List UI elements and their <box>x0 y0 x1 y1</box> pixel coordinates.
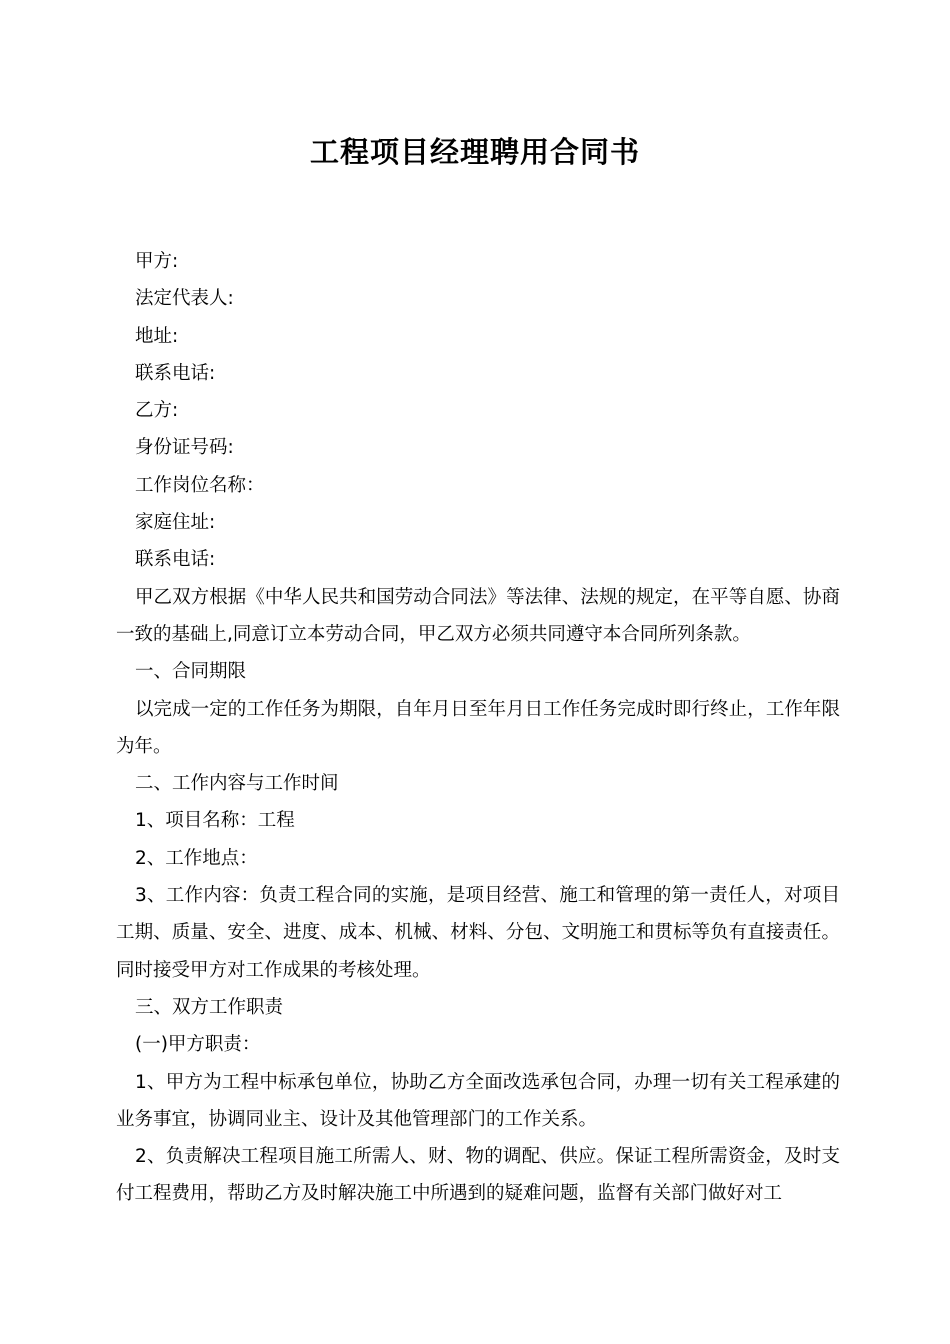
work-content-item: 3、工作内容：负责工程合同的实施，是项目经营、施工和管理的第一责任人，对项目工期、质量、安全、进度、成本、机械、材料、分包、文明施工和贯标等负有直接责任。同时接受甲方对工作成果的考核处理。 <box>116 885 840 981</box>
party-b-phone-label: 联系电话: <box>135 549 216 571</box>
party-a-label: 甲方: <box>135 251 179 272</box>
section-heading-term: 一、合同期限 <box>135 661 247 683</box>
section-heading-work: 二、工作内容与工作时间 <box>135 773 339 795</box>
work-location-item: 2、工作地点： <box>135 847 258 869</box>
address-label: 地址: <box>135 325 179 347</box>
party-a-duty-1: 1、甲方为工程中标承包单位，协助乙方全面改选承包合同，办理一切有关工程承建的业务事宜，协调同业主、设计及其他管理部门的工作关系。 <box>116 1071 840 1130</box>
section-heading-duties: 三、双方工作职责 <box>135 996 284 1018</box>
document-body <box>116 243 840 1213</box>
party-a-duties-heading: (一)甲方职责： <box>135 1034 261 1056</box>
project-name-item: 1、项目名称：工程 <box>135 810 295 832</box>
home-address-label: 家庭住址: <box>135 512 216 534</box>
legal-representative-label: 法定代表人: <box>135 288 234 310</box>
document-title: 工程项目经理聘用合同书 <box>309 135 640 169</box>
id-number-label: 身份证号码: <box>135 437 234 459</box>
term-paragraph: 以完成一定的工作任务为期限，自年月日至年月日工作任务完成时即行终止，工作年限为年。 <box>116 698 840 757</box>
party-a-duty-2: 2、负责解决工程项目施工所需人、财、物的调配、供应。保证工程所需资金，及时支付工程费用，帮助乙方及时解决施工中所遇到的疑难问题，监督有关部门做好对工 <box>116 1146 840 1205</box>
party-b-label: 乙方: <box>135 400 179 422</box>
preamble-paragraph: 甲乙双方根据《中华人民共和国劳动合同法》等法律、法规的规定，在平等自愿、协商一致的基础上,同意订立本劳动合同，甲乙双方必须共同遵守本合同所列条款。 <box>116 586 840 645</box>
party-a-phone-label: 联系电话: <box>135 362 216 384</box>
job-title-label: 工作岗位名称： <box>135 474 265 496</box>
